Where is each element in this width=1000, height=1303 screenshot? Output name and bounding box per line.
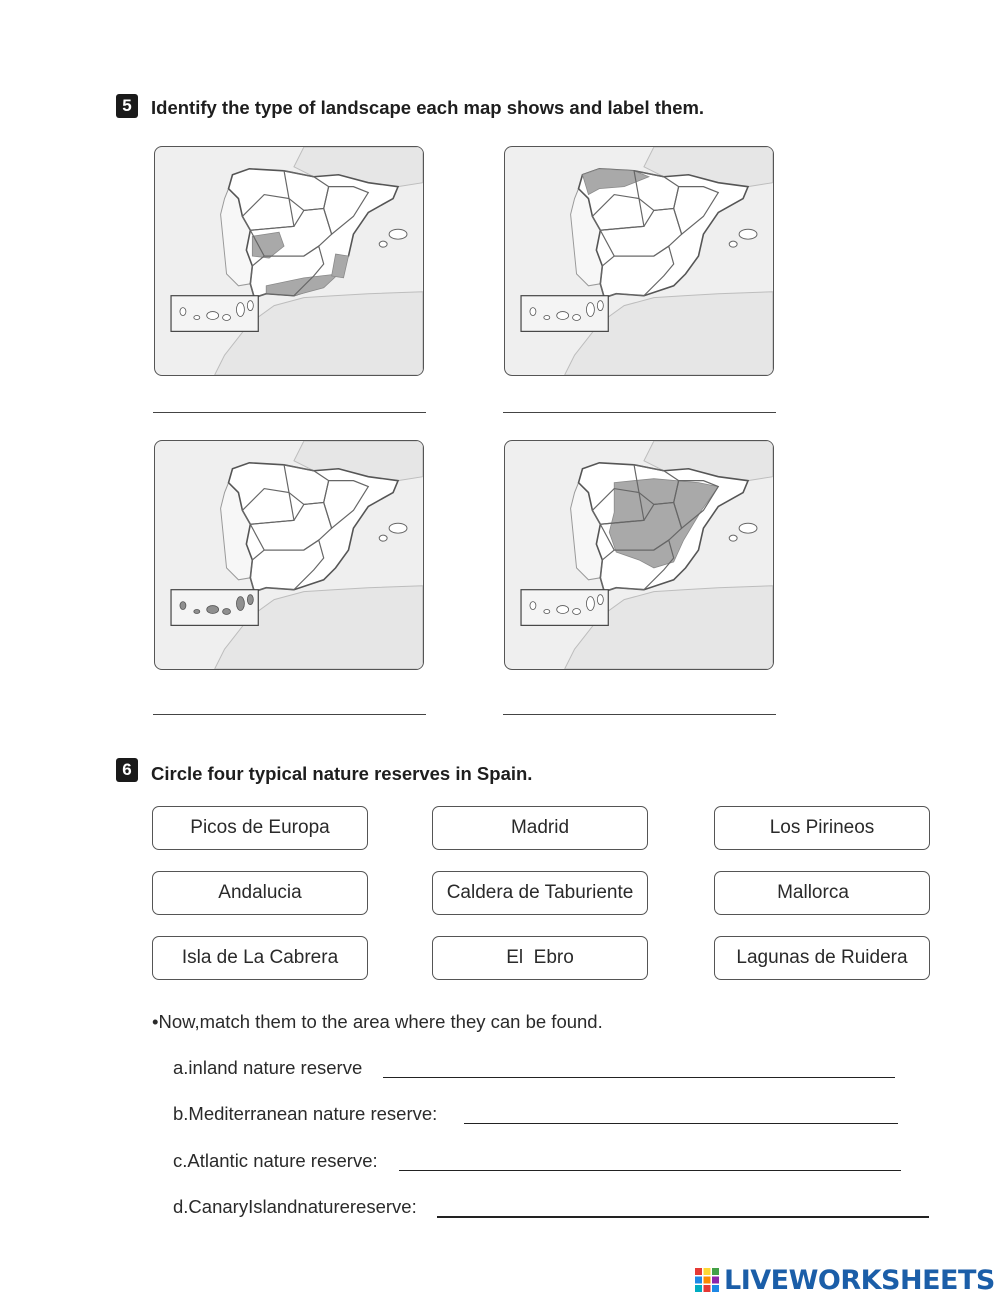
match-answer-line-c[interactable] (399, 1170, 901, 1171)
answer-line-map-4[interactable] (503, 714, 776, 715)
canary-island (597, 301, 603, 311)
balearic-islands (389, 229, 407, 239)
canary-islands-inset (171, 590, 258, 626)
canary-island (573, 315, 581, 321)
option-andalucia[interactable]: Andalucia (152, 871, 368, 915)
spain-map-1 (155, 147, 423, 375)
spain-map-2 (505, 147, 773, 375)
canary-island (207, 606, 219, 614)
canary-island (544, 316, 550, 320)
balearic-islands (739, 523, 757, 533)
match-answer-line-a[interactable] (383, 1077, 895, 1078)
map-2 (504, 146, 774, 376)
exercise-5-badge: 5 (116, 94, 138, 118)
canary-island (573, 609, 581, 615)
canary-island (247, 301, 253, 311)
liveworksheets-logo-icon (694, 1267, 720, 1293)
answer-line-map-3[interactable] (153, 714, 426, 715)
match-answer-line-d[interactable] (437, 1216, 929, 1218)
canary-islands-inset (521, 296, 608, 332)
match-label-c: c.Atlantic nature reserve: (173, 1150, 378, 1171)
canary-island (557, 312, 569, 320)
canary-islands-inset (171, 296, 258, 332)
canary-island (180, 308, 186, 316)
spain-map-4 (505, 441, 773, 669)
canary-island (236, 597, 244, 611)
liveworksheets-logo-text: LIVEWORKSHEETS (724, 1265, 995, 1296)
option-isla-de-la-cabrera[interactable]: Isla de La Cabrera (152, 936, 368, 980)
canary-island (247, 595, 253, 605)
canary-island (530, 602, 536, 610)
map-3 (154, 440, 424, 670)
canary-island (597, 595, 603, 605)
exercise-5-instruction: Identify the type of landscape each map shows and label them. (151, 97, 705, 118)
balearic-islands (739, 229, 757, 239)
balearic-islands (379, 241, 387, 247)
balearic-islands (389, 523, 407, 533)
answer-line-map-1[interactable] (153, 412, 426, 413)
spain-map-3 (155, 441, 423, 669)
match-answer-line-b[interactable] (464, 1123, 898, 1124)
canary-island (223, 609, 231, 615)
exercise-6-instruction: Circle four typical nature reserves in Spain. (151, 763, 533, 784)
balearic-islands (729, 241, 737, 247)
option-el-ebro[interactable]: El Ebro (432, 936, 648, 980)
match-instruction: •Now,match them to the area where they can be found. (152, 1011, 603, 1032)
liveworksheets-logo (694, 1265, 994, 1295)
canary-island (586, 303, 594, 317)
option-caldera-de-taburiente[interactable]: Caldera de Taburiente (432, 871, 648, 915)
canary-island (207, 312, 219, 320)
canary-island (586, 597, 594, 611)
match-label-b: b.Mediterranean nature reserve: (173, 1103, 438, 1124)
match-label-a: a.inland nature reserve (173, 1057, 363, 1078)
canary-island (180, 602, 186, 610)
canary-island (194, 316, 200, 320)
canary-island (223, 315, 231, 321)
exercise-6-badge: 6 (116, 758, 138, 782)
canary-island (236, 303, 244, 317)
map-1 (154, 146, 424, 376)
map-4 (504, 440, 774, 670)
spain-outline (229, 463, 399, 592)
answer-line-map-2[interactable] (503, 412, 776, 413)
canary-island (530, 308, 536, 316)
canary-island (194, 610, 200, 614)
canary-islands-inset (521, 590, 608, 626)
option-lagunas-de-ruidera[interactable]: Lagunas de Ruidera (714, 936, 930, 980)
option-madrid[interactable]: Madrid (432, 806, 648, 850)
option-los-pirineos[interactable]: Los Pirineos (714, 806, 930, 850)
match-label-d: d.CanaryIslandnaturereserve: (173, 1196, 417, 1217)
option-picos-de-europa[interactable]: Picos de Europa (152, 806, 368, 850)
canary-island (557, 606, 569, 614)
balearic-islands (379, 535, 387, 541)
option-mallorca[interactable]: Mallorca (714, 871, 930, 915)
canary-island (544, 610, 550, 614)
balearic-islands (729, 535, 737, 541)
